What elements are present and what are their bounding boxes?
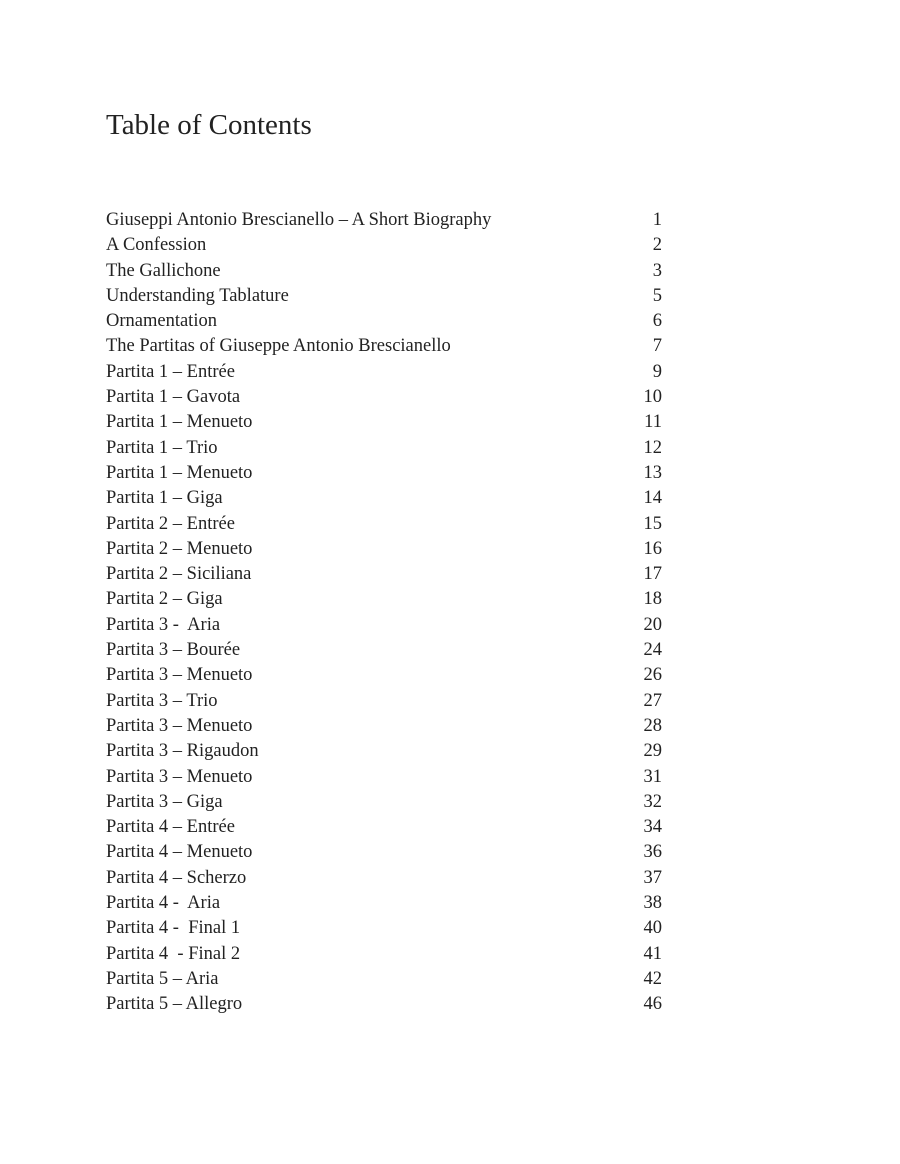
toc-entry-title: Partita 4 – Entrée	[106, 817, 235, 838]
toc-entry	[106, 866, 666, 891]
toc-page-number: 14	[643, 488, 662, 509]
toc-entry	[106, 739, 666, 764]
toc-page-number: 32	[643, 791, 662, 812]
toc-entry-title: Giuseppi Antonio Brescianello – A Short Biography	[106, 210, 492, 230]
toc-entry-title: Partita 2 – Siciliana	[106, 564, 252, 585]
toc-entry-title: Partita 5 – Allegro	[106, 994, 243, 1015]
toc-page-number: 42	[643, 968, 662, 989]
toc-entry-title: A Confession	[106, 235, 207, 256]
toc-entry	[106, 689, 666, 714]
toc-page-number: 2	[652, 235, 662, 256]
toc-entry-title: Partita 3 - Aria	[106, 614, 221, 635]
toc-page-number: 40	[643, 918, 662, 939]
toc-entry	[106, 512, 666, 537]
toc-entry-title: Partita 1 – Entrée	[106, 361, 235, 382]
toc-entry	[106, 259, 666, 284]
toc-page-number: 10	[643, 387, 662, 408]
toc-entry	[106, 309, 666, 334]
toc-page-number: 18	[643, 589, 662, 610]
toc-entry-title: Partita 3 – Rigaudon	[106, 741, 259, 762]
toc-page-number: 7	[652, 336, 662, 357]
toc-entry-title: Partita 3 – Bourée	[106, 640, 241, 661]
toc-entry	[106, 334, 666, 359]
toc-page-number: 29	[643, 741, 662, 762]
toc-entry	[106, 537, 666, 562]
toc-page-number: 9	[652, 361, 662, 382]
toc-entry-title: Partita 1 – Gavota	[106, 387, 241, 408]
toc-entry	[106, 992, 666, 1017]
toc-page-number: 3	[652, 260, 662, 281]
toc-entry-title: Partita 3 – Trio	[106, 690, 218, 711]
toc-page-number: 20	[643, 614, 662, 635]
toc-entry-title: Partita 5 – Aria	[106, 968, 219, 989]
toc-entry-title: Partita 2 – Entrée	[106, 513, 235, 534]
toc-page-number: 36	[643, 842, 662, 863]
toc-entry-title: Partita 4 - Aria	[106, 893, 221, 914]
toc-entry-title: Partita 4 – Scherzo	[106, 867, 247, 888]
toc-entry-title: Ornamentation	[106, 311, 217, 332]
toc-page-number: 28	[643, 715, 662, 736]
toc-entry-title: Partita 4 - Final 1	[106, 918, 241, 939]
toc-page-number: 24	[643, 640, 662, 661]
toc-entry-title: Understanding Tablature	[106, 285, 289, 306]
toc-entry	[106, 208, 666, 233]
toc-entry	[106, 587, 666, 612]
toc-page-number: 17	[643, 564, 662, 585]
toc-page-number: 11	[644, 412, 662, 433]
toc-entry-title: The Gallichone	[106, 260, 221, 281]
toc-entry	[106, 916, 666, 941]
toc-entry-title: Partita 1 – Trio	[106, 437, 218, 458]
toc-page-number: 27	[643, 690, 662, 711]
toc-page-number: 15	[643, 513, 662, 534]
toc-entry	[106, 840, 666, 865]
toc-page-number: 38	[643, 893, 662, 914]
toc-entry-title: Partita 1 – Giga	[106, 488, 223, 509]
toc-entry	[106, 790, 666, 815]
toc-entry-title: Partita 3 – Menueto	[106, 665, 253, 686]
toc-entry	[106, 765, 666, 790]
toc-entry	[106, 942, 666, 967]
toc-entry	[106, 891, 666, 916]
toc-entry	[106, 714, 666, 739]
toc-entry	[106, 562, 666, 587]
toc-entry	[106, 436, 666, 461]
toc-page-number: 37	[643, 867, 662, 888]
toc-entry-title: Partita 3 – Menueto	[106, 766, 253, 787]
toc-entry	[106, 815, 666, 840]
toc-entry	[106, 461, 666, 486]
toc-page-number: 6	[652, 311, 662, 332]
toc-page-number: 31	[643, 766, 662, 787]
toc-entry	[106, 967, 666, 992]
toc-entry-title: Partita 2 – Menueto	[106, 538, 253, 559]
page-title: Table of Contents	[106, 109, 312, 141]
toc-page-number: 16	[643, 538, 662, 559]
toc-entry	[106, 284, 666, 309]
toc-entry	[106, 638, 666, 663]
toc-page-number: 13	[643, 462, 662, 483]
toc-page-number: 34	[643, 817, 662, 838]
toc-page-number: 41	[643, 943, 662, 964]
toc-entry-title: Partita 1 – Menueto	[106, 462, 253, 483]
toc-entry-title: Partita 4 - Final 2	[106, 943, 241, 964]
toc-entry	[106, 486, 666, 511]
toc-entry-title: Partita 3 – Giga	[106, 791, 223, 812]
toc-page-number: 12	[643, 437, 662, 458]
toc-entry	[106, 663, 666, 688]
toc-entry-title: The Partitas of Giuseppe Antonio Brescianello	[106, 336, 451, 357]
toc-entry	[106, 360, 666, 385]
toc-page-number: 5	[652, 285, 662, 306]
toc-entry	[106, 613, 666, 638]
toc-entry-title: Partita 4 – Menueto	[106, 842, 253, 863]
toc-entry-title: Partita 1 – Menueto	[106, 412, 253, 433]
toc-entry	[106, 233, 666, 258]
toc-entry-title: Partita 2 – Giga	[106, 589, 223, 610]
toc-page-number: 26	[643, 665, 662, 686]
toc-page-number: 46	[643, 994, 662, 1015]
toc-entry-title: Partita 3 – Menueto	[106, 715, 253, 736]
toc-entry	[106, 385, 666, 410]
toc-list	[106, 208, 666, 1018]
toc-page-number: 1	[652, 210, 662, 230]
toc-entry	[106, 410, 666, 435]
